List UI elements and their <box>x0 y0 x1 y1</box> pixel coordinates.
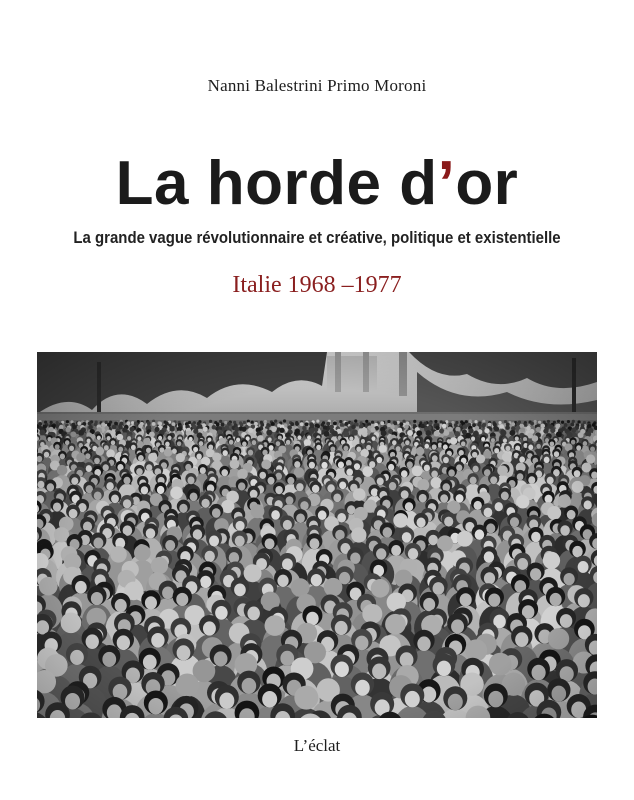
authors: Nanni Balestrini Primo Moroni <box>207 76 427 95</box>
publisher: L’éclat <box>293 736 341 755</box>
period: Italie 1968 –1977 <box>232 272 402 298</box>
book-title <box>0 146 634 222</box>
title-end: or <box>455 149 519 218</box>
title-main: La horde d <box>115 149 438 218</box>
title-apostrophe: ’ <box>437 149 456 218</box>
subtitle: La grande vague révolutionnaire et créative, politique et existentielle <box>73 228 561 247</box>
cover-photo <box>37 352 597 718</box>
crowd-photo-illustration <box>37 352 597 718</box>
